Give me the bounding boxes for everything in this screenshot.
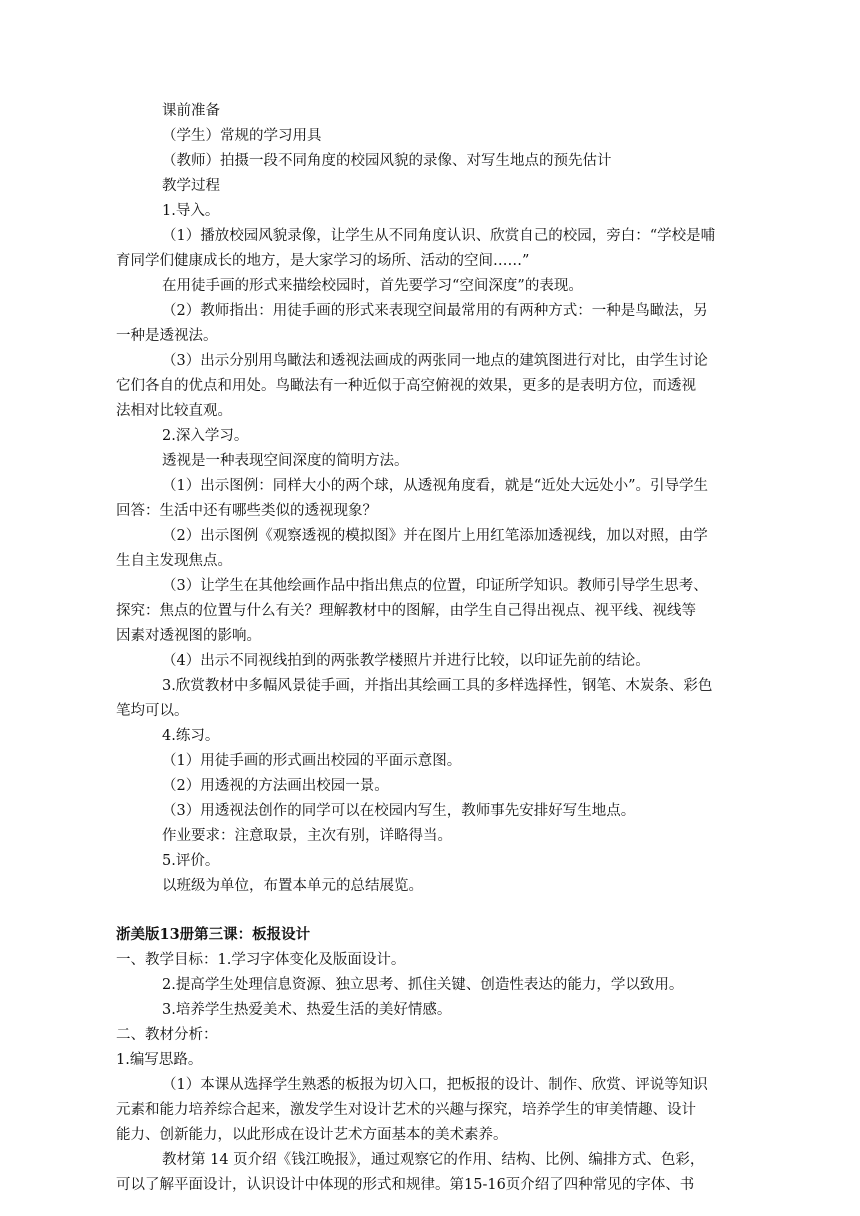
step-heading: 4.练习。: [162, 728, 220, 744]
paragraph-continuation: 生自主发现焦点。: [116, 553, 232, 569]
paragraph: （2）用透视的方法画出校园一景。: [162, 778, 389, 794]
paragraph: 作业要求：注意取景，主次有别，详略得当。: [162, 828, 452, 844]
paragraph: 2.提高学生处理信息资源、独立思考、抓住关键、创造性表达的能力，学以致用。: [162, 977, 684, 993]
paragraph: 以班级为单位，布置本单元的总结展览。: [162, 878, 423, 894]
paragraph-continuation: 可以了解平面设计，认识设计中体现的形式和规律。第15-16页介绍了四种常见的字体、书: [116, 1177, 695, 1193]
step-heading: 1.编写思路。: [116, 1052, 203, 1068]
paragraph-continuation: 它们各自的优点和用处。鸟瞰法有一种近似于高空俯视的效果，更多的是表明方位，而透视: [116, 378, 696, 394]
paragraph: （1）播放校园风貌录像，让学生从不同角度认识、欣赏自己的校园，旁白：“学校是哺: [162, 228, 716, 244]
paragraph: （3）用透视法创作的同学可以在校园内写生，教师事先安排好写生地点。: [162, 803, 636, 819]
section-subheading: 一、教学目标：1.学习字体变化及版面设计。: [116, 952, 406, 968]
paragraph: 在用徒手画的形式来描绘校园时，首先要学习“空间深度”的表现。: [162, 278, 583, 294]
paragraph-continuation: 育同学们健康成长的地方，是大家学习的场所、活动的空间……”: [116, 253, 530, 269]
heading-process: 教学过程: [162, 178, 220, 194]
paragraph-continuation: 能力、创新能力，以此形成在设计艺术方面基本的美术素养。: [116, 1127, 508, 1143]
paragraph: （4）出示不同视线拍到的两张教学楼照片并进行比较，以印证先前的结论。: [162, 653, 650, 669]
paragraph: （2）教师指出：用徒手画的形式来表现空间最常用的有两种方式：一种是鸟瞰法，另: [162, 303, 708, 319]
paragraph-continuation: 一种是透视法。: [116, 328, 218, 344]
paragraph-continuation: 探究：焦点的位置与什么有关？理解教材中的图解，由学生自己得出视点、视平线、视线等: [116, 603, 696, 619]
step-heading: 5.评价。: [162, 853, 220, 869]
step-heading: 3.欣赏教材中多幅风景徒手画，并指出其绘画工具的多样选择性，钢笔、木炭条、彩色: [162, 678, 713, 694]
paragraph: （2）出示图例《观察透视的模拟图》并在图片上用红笔添加透视线，加以对照，由学: [162, 528, 708, 544]
section-subheading: 二、教材分析：: [116, 1027, 218, 1043]
step-heading: 1.导入。: [162, 203, 220, 219]
paragraph-continuation: 法相对比较直观。: [116, 403, 232, 419]
paragraph: 透视是一种表现空间深度的简明方法。: [162, 453, 409, 469]
section-title: 浙美版13册第三课：板报设计: [116, 926, 311, 943]
paragraph: （1）本课从选择学生熟悉的板报为切入口，把板报的设计、制作、欣赏、评说等知识: [162, 1077, 708, 1093]
paragraph-continuation: 因素对透视图的影响。: [116, 628, 261, 644]
paragraph: （3）让学生在其他绘画作品中指出焦点的位置，印证所学知识。教师引导学生思考、: [162, 578, 708, 594]
paragraph-continuation: 回答：生活中还有哪些类似的透视现象？: [116, 503, 377, 519]
paragraph: （1）出示图例：同样大小的两个球，从透视角度看，就是“近处大远处小”。引导学生: [162, 478, 709, 494]
heading-preparation: 课前准备: [162, 103, 220, 119]
paragraph: （学生）常规的学习用具: [162, 128, 322, 144]
paragraph-continuation: 元素和能力培养综合起来，激发学生对设计艺术的兴趣与探究，培养学生的审美情趣、设计: [116, 1102, 696, 1118]
step-heading: 2.深入学习。: [162, 428, 249, 444]
paragraph: （3）出示分别用鸟瞰法和透视法画成的两张同一地点的建筑图进行对比，由学生讨论: [162, 353, 708, 369]
paragraph-continuation: 笔均可以。: [116, 703, 189, 719]
paragraph: 3.培养学生热爱美术、热爱生活的美好情感。: [162, 1002, 452, 1018]
paragraph: （1）用徒手画的形式画出校园的平面示意图。: [162, 753, 462, 769]
paragraph: 教材第 14 页介绍《钱江晚报》，通过观察它的作用、结构、比例、编排方式、色彩，: [162, 1152, 705, 1168]
paragraph: （教师）拍摄一段不同角度的校园风貌的录像、对写生地点的预先估计: [162, 153, 612, 169]
